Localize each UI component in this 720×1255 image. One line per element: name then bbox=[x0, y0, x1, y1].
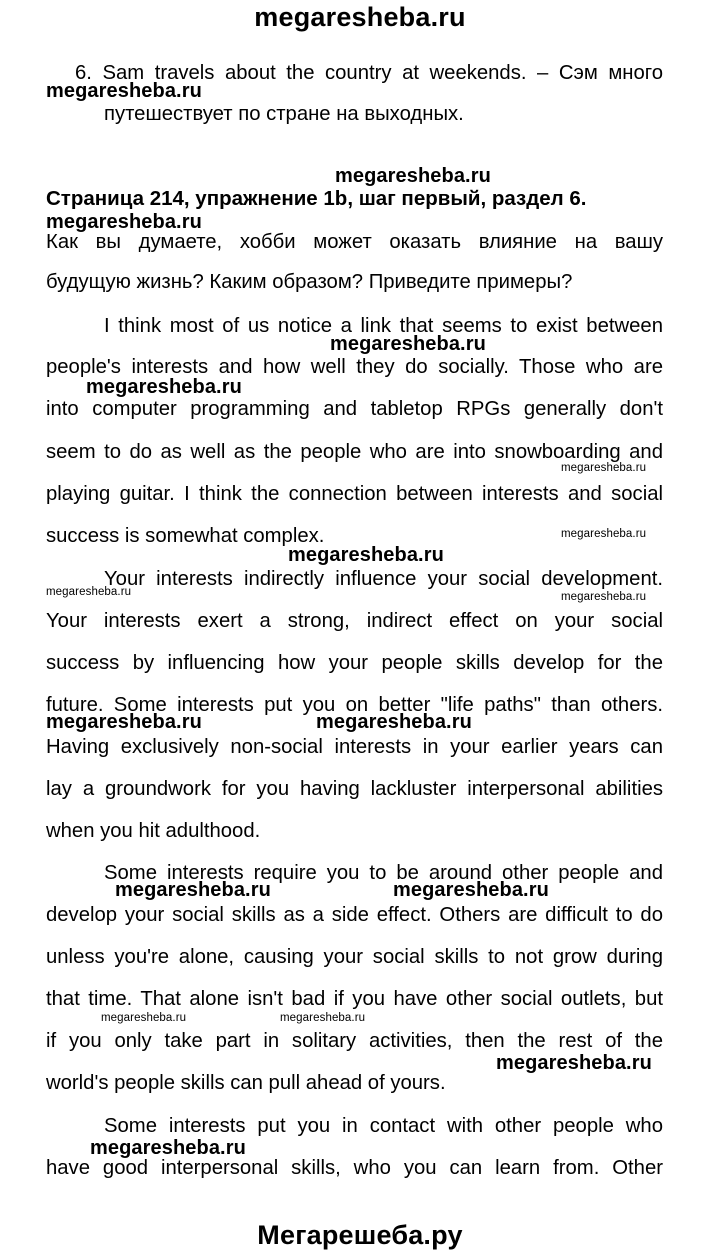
watermark: megaresheba.ru bbox=[280, 1012, 366, 1024]
site-header: megaresheba.ru bbox=[254, 2, 466, 32]
watermark: megaresheba.ru bbox=[46, 711, 202, 733]
watermark: megaresheba.ru bbox=[496, 1052, 652, 1074]
text-line: success by influencing how your people skills develop for the bbox=[46, 652, 663, 674]
watermark: megaresheba.ru bbox=[46, 80, 202, 102]
text-line: Как вы думаете, хобби может оказать влияние на вашу bbox=[46, 231, 663, 253]
text-line: future. Some interests put you on better "life paths" than others. bbox=[46, 694, 663, 716]
text-line: будущую жизнь? Каким образом? Приведите примеры? bbox=[46, 271, 573, 293]
text-line: develop your social skills as a side effect. Others are difficult to do bbox=[46, 904, 663, 926]
text-line: seem to do as well as the people who are into snowboarding and bbox=[46, 441, 663, 463]
watermark: megaresheba.ru bbox=[393, 879, 549, 901]
text-line: world's people skills can pull ahead of yours. bbox=[46, 1072, 446, 1094]
section-heading: Страница 214, упражнение 1b, шаг первый, раздел 6. bbox=[46, 187, 587, 210]
text-line: Your interests indirectly influence your social development. bbox=[104, 568, 663, 590]
watermark: megaresheba.ru bbox=[561, 528, 647, 540]
text-line: Some interests require you to be around other people and bbox=[104, 862, 663, 884]
text-line: success is somewhat complex. bbox=[46, 525, 325, 547]
text-line: unless you're alone, causing your social skills to not grow during bbox=[46, 946, 663, 968]
text-line: that time. That alone isn't bad if you have other social outlets, but bbox=[46, 988, 663, 1010]
text-line: путешествует по стране на выходных. bbox=[104, 103, 464, 125]
watermark: megaresheba.ru bbox=[46, 586, 132, 598]
watermark: megaresheba.ru bbox=[288, 544, 444, 566]
text-line: when you hit adulthood. bbox=[46, 820, 261, 842]
text-line: lay a groundwork for you having lackluster interpersonal abilities bbox=[46, 778, 663, 800]
watermark: megaresheba.ru bbox=[561, 462, 647, 474]
text-line: Having exclusively non-social interests in your earlier years can bbox=[46, 736, 663, 758]
text-line: people's interests and how well they do socially. Those who are bbox=[46, 356, 663, 378]
watermark: megaresheba.ru bbox=[101, 1012, 187, 1024]
text-line: playing guitar. I think the connection between interests and social bbox=[46, 483, 663, 505]
watermark: megaresheba.ru bbox=[335, 165, 491, 187]
text-line: have good interpersonal skills, who you can learn from. Other bbox=[46, 1157, 663, 1179]
text-line: into computer programming and tabletop RPGs generally don't bbox=[46, 398, 663, 420]
watermark: megaresheba.ru bbox=[330, 333, 486, 355]
watermark: megaresheba.ru bbox=[86, 376, 242, 398]
text-line: Some interests put you in contact with other people who bbox=[104, 1115, 663, 1137]
text-line: Your interests exert a strong, indirect effect on your social bbox=[46, 610, 663, 632]
text-line: I think most of us notice a link that seems to exist between bbox=[104, 315, 663, 337]
text-line: if you only take part in solitary activities, then the rest of the bbox=[46, 1030, 663, 1052]
watermark: megaresheba.ru bbox=[115, 879, 271, 901]
watermark: megaresheba.ru bbox=[46, 211, 202, 233]
watermark: megaresheba.ru bbox=[90, 1137, 246, 1159]
text-line: 6. Sam travels about the country at weekends. – Сэм много bbox=[75, 62, 663, 84]
site-footer: Мегарешеба.ру bbox=[257, 1220, 463, 1250]
watermark: megaresheba.ru bbox=[316, 711, 472, 733]
watermark: megaresheba.ru bbox=[561, 591, 647, 603]
